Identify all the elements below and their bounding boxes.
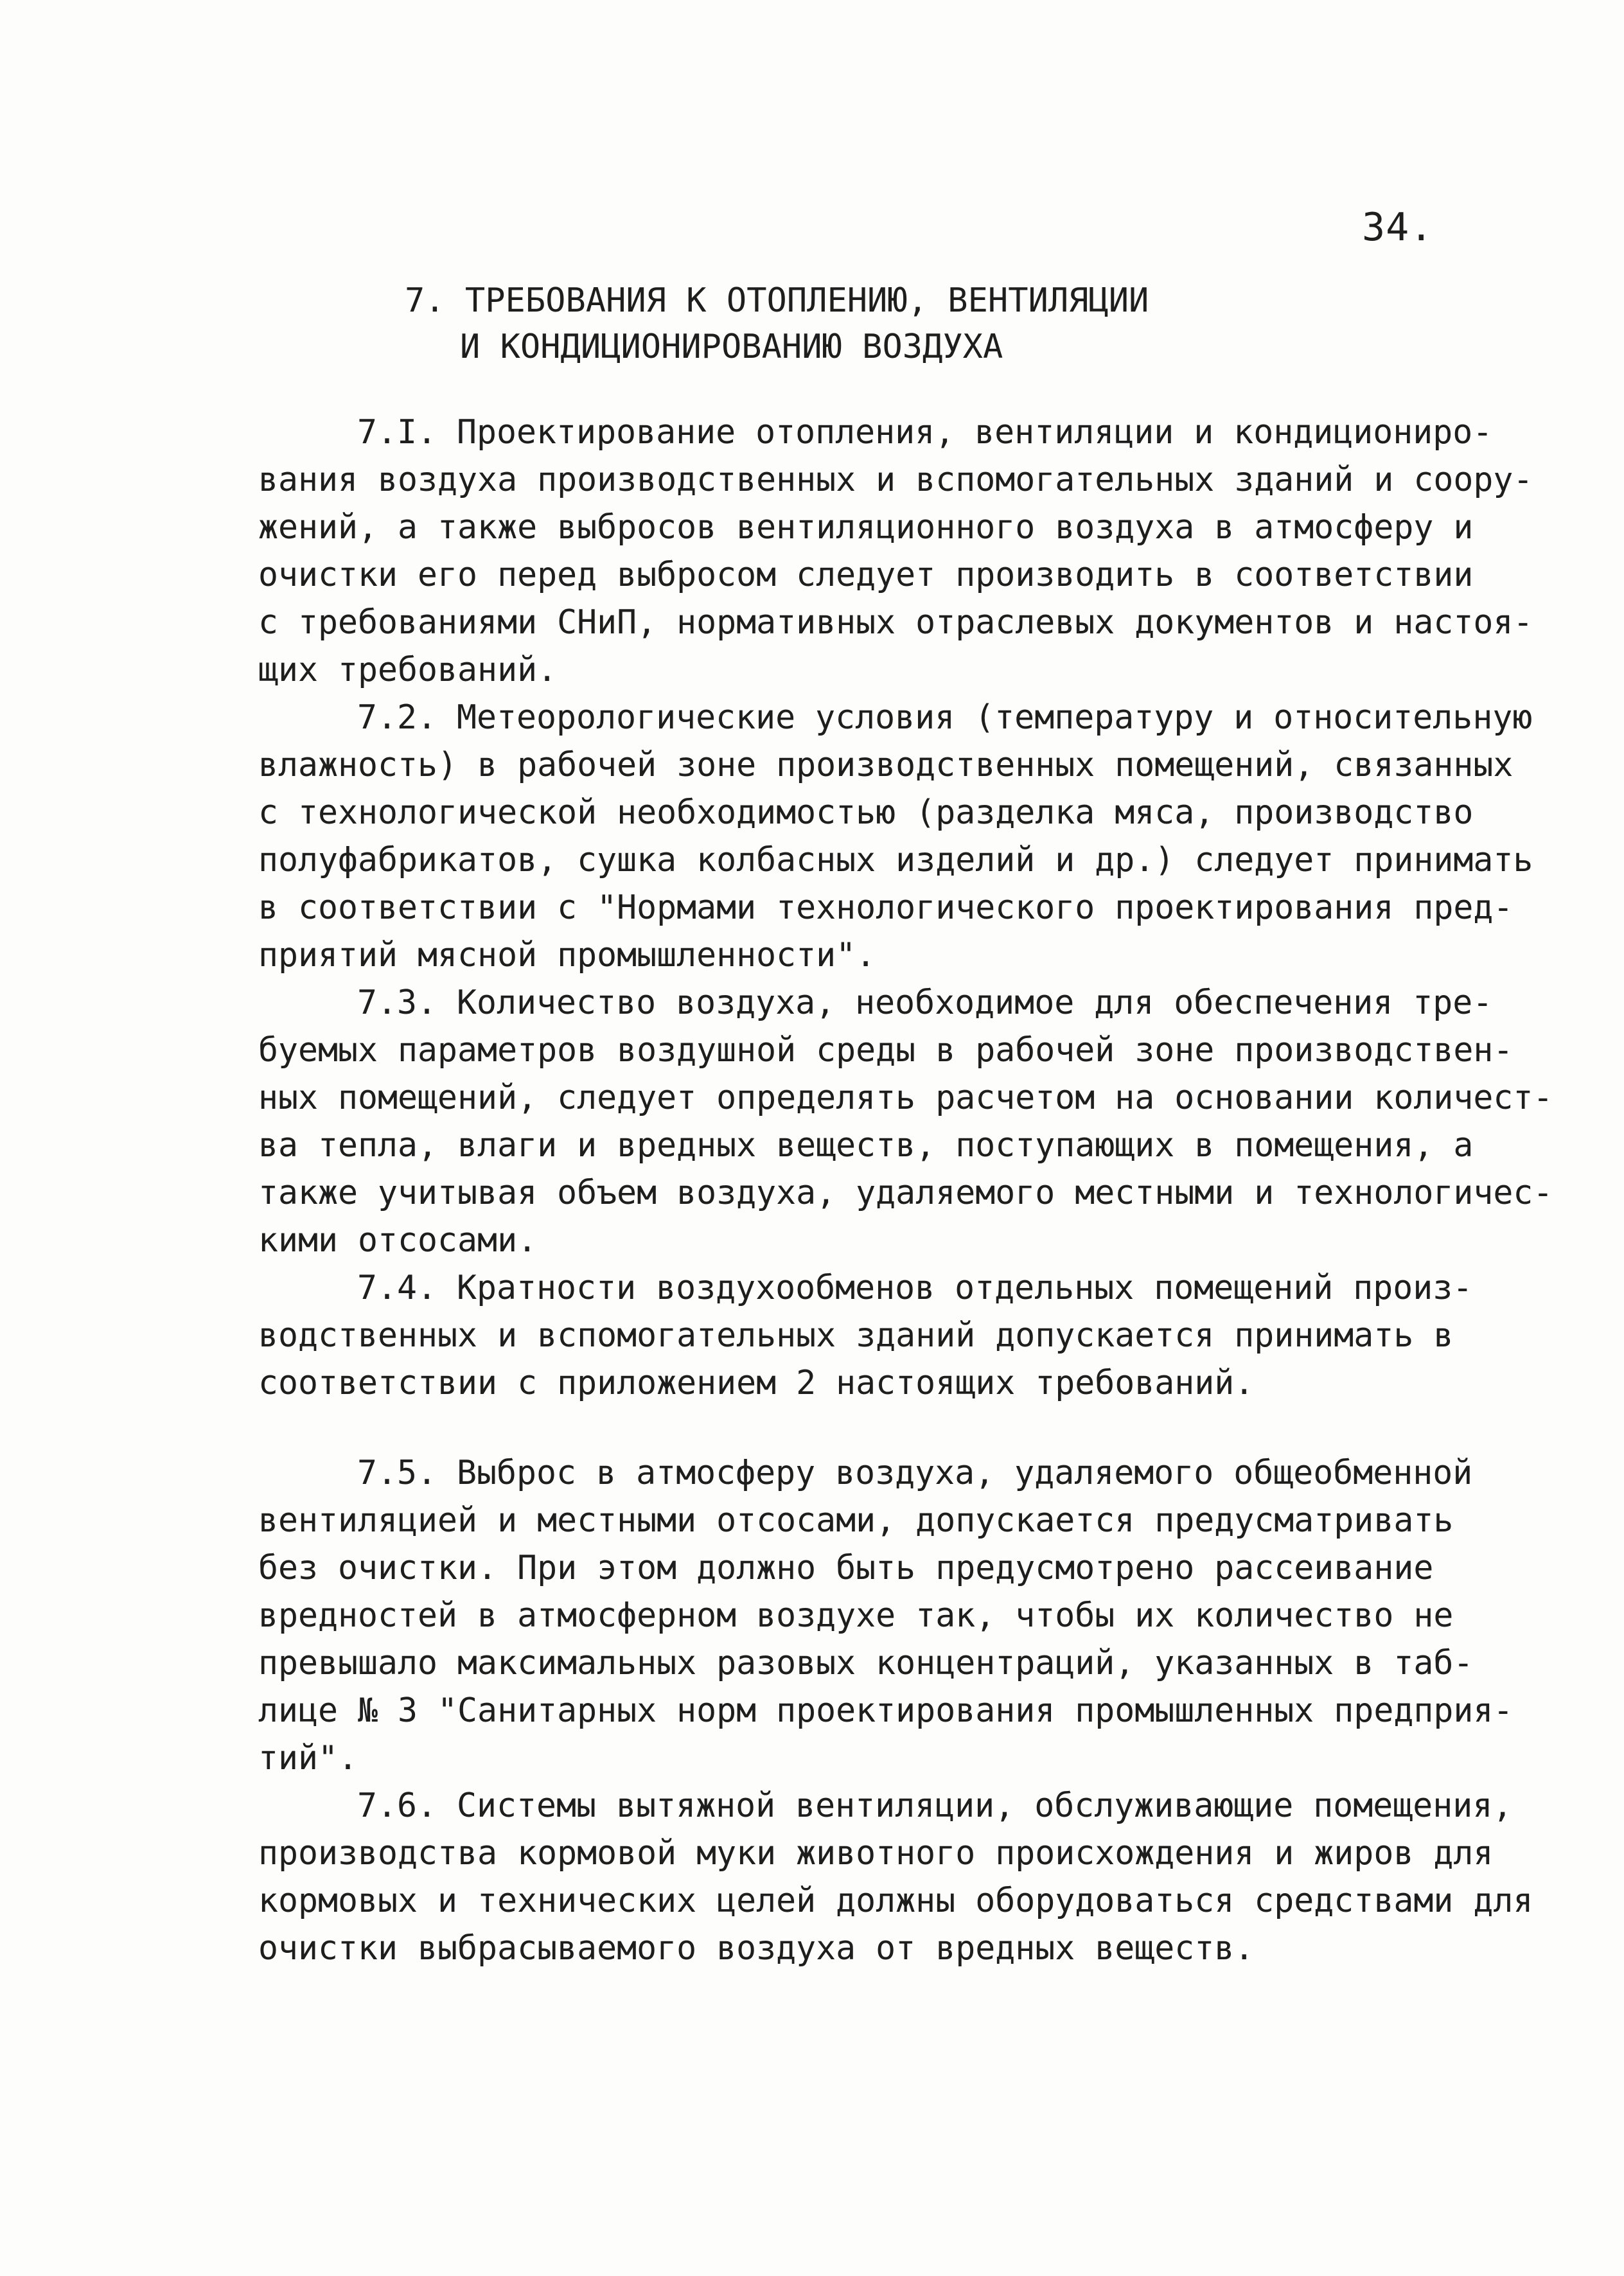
text-line: кормовых и технических целей должны оборудоваться средствами для	[258, 1882, 1533, 1920]
paragraph-7-4	[258, 1264, 1582, 1407]
text-line: полуфабрикатов, сушка колбасных изделий и др.) следует принимать	[258, 841, 1533, 879]
text-line: очистки его перед выбросом следует производить в соответствии	[258, 556, 1474, 594]
text-line: лице № 3 "Санитарных норм проектирования промышленных предприя-	[258, 1691, 1514, 1730]
text-line: вания воздуха производственных и вспомогательных зданий и соору-	[258, 461, 1533, 499]
text-line: 7.I. Проектирование отопления, вентиляции и кондициониро-	[357, 413, 1493, 452]
paragraph-7-3	[258, 979, 1582, 1264]
text-line: 7.6. Системы вытяжной вентиляции, обслуживающие помещения,	[357, 1786, 1513, 1825]
text-line: вентиляцией и местными отсосами, допускается предусматривать	[258, 1501, 1454, 1540]
text-line: тий".	[258, 1739, 358, 1778]
text-line: жений, а также выбросов вентиляционного воздуха в атмосферу и	[258, 508, 1474, 547]
text-line: влажность) в рабочей зоне производственных помещений, связанных	[258, 746, 1514, 784]
text-line: ва тепла, влаги и вредных веществ, поступающих в помещения, а	[258, 1126, 1474, 1165]
text-line: производства кормовой муки животного происхождения и жиров для	[258, 1834, 1494, 1873]
paragraph-7-5	[258, 1449, 1582, 1782]
text-line: с требованиями СНиП, нормативных отраслевых документов и настоя-	[258, 603, 1533, 642]
text-line: буемых параметров воздушной среды в рабочей зоне производствен-	[258, 1031, 1514, 1070]
text-line: приятий мясной промышленности".	[258, 936, 876, 975]
text-line: 7.5. Выброс в атмосферу воздуха, удаляемого общеобменной	[357, 1454, 1473, 1492]
text-line: ных помещений, следует определять расчетом на основании количест-	[258, 1079, 1553, 1117]
text-line: соответствии с приложением 2 настоящих требований.	[258, 1364, 1255, 1402]
text-line: водственных и вспомогательных зданий допускается принимать в	[258, 1316, 1454, 1355]
text-line: вредностей в атмосферном воздухе так, чтобы их количество не	[258, 1596, 1454, 1635]
section-title	[405, 278, 1149, 370]
text-line: в соответствии с "Нормами технологического проектирования пред-	[258, 888, 1514, 927]
text-line: без очистки. При этом должно быть предусмотрено рассеивание	[258, 1549, 1434, 1587]
text-line: 7.3. Количество воздуха, необходимое для обеспечения тре-	[357, 984, 1493, 1022]
section-title-line-1: 7. ТРЕБОВАНИЯ К ОТОПЛЕНИЮ, ВЕНТИЛЯЦИИ	[405, 281, 1149, 320]
text-line: превышало максимальных разовых концентраций, указанных в таб-	[258, 1644, 1474, 1682]
text-line: 7.2. Метеорологические условия (температуру и относительную	[357, 698, 1533, 737]
paragraph-7-6	[258, 1782, 1582, 1972]
text-line: также учитывая объем воздуха, удаляемого местными и технологичес-	[258, 1174, 1553, 1212]
text-line: очистки выбрасываемого воздуха от вредных веществ.	[258, 1929, 1255, 1968]
text-line: щих требований.	[258, 651, 558, 689]
text-line: 7.4. Кратности воздухообменов отдельных помещений произ-	[357, 1269, 1473, 1307]
section-body	[258, 409, 1582, 1972]
paragraph-7-1	[258, 409, 1582, 694]
paragraph-7-2	[258, 694, 1582, 979]
section-title-line-2: И КОНДИЦИОНИРОВАНИЮ ВОЗДУХА	[460, 328, 1003, 366]
page-number: 34.	[1362, 205, 1434, 250]
text-line: кими отсосами.	[258, 1221, 538, 1260]
text-line: с технологической необходимостью (разделка мяса, производство	[258, 793, 1474, 832]
